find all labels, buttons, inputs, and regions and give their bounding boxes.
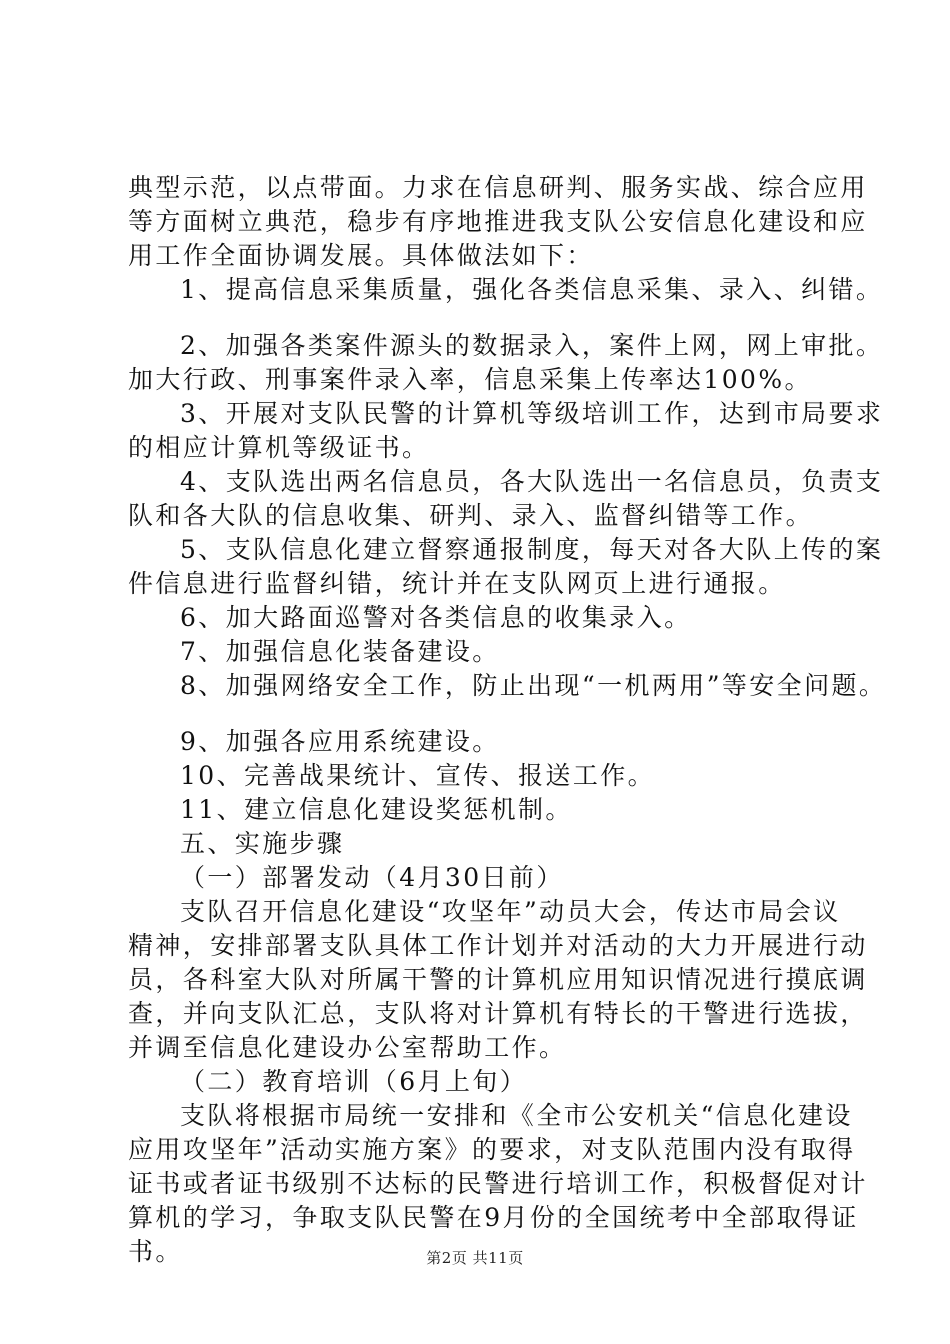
- section-heading: 五、实施步骤: [180, 829, 345, 858]
- subsection-heading: （一）部署发动（4月30日前）: [180, 863, 564, 892]
- list-item: 6、加大路面巡警对各类信息的收集录入。: [180, 603, 692, 632]
- list-item: 11、建立信息化建设奖惩机制。: [180, 795, 573, 824]
- text-line: 等方面树立典范，稳步有序地推进我支队公安信息化建设和应: [128, 207, 868, 236]
- text-line: 员，各科室大队对所属干警的计算机应用知识情况进行摸底调: [128, 965, 868, 994]
- list-item: 1、提高信息采集质量，强化各类信息采集、录入、纠错。: [180, 275, 884, 304]
- text-line: 精神，安排部署支队具体工作计划并对活动的大力开展进行动: [128, 931, 868, 960]
- text-line: 加大行政、刑事案件录入率，信息采集上传率达100%。: [128, 365, 812, 394]
- text-line: 用工作全面协调发展。具体做法如下：: [128, 241, 594, 270]
- page-number-footer: 第2页 共11页: [426, 1249, 524, 1267]
- list-item: 5、支队信息化建立督察通报制度，每天对各大队上传的案: [180, 535, 884, 564]
- list-item: 9、加强各应用系统建设。: [180, 727, 500, 756]
- list-item: 3、开展对支队民警的计算机等级培训工作，达到市局要求: [180, 399, 884, 428]
- text-line: 队和各大队的信息收集、研判、录入、监督纠错等工作。: [128, 501, 814, 530]
- text-line: 支队召开信息化建设“攻坚年”动员大会，传达市局会议: [180, 897, 841, 926]
- list-item: 10、完善战果统计、宣传、报送工作。: [180, 761, 656, 790]
- text-line: 并调至信息化建设办公室帮助工作。: [128, 1033, 567, 1062]
- text-line: 应用攻坚年”活动实施方案》的要求，对支队范围内没有取得: [128, 1135, 856, 1164]
- text-line: 证书或者证书级别不达标的民警进行培训工作，积极督促对计: [128, 1169, 868, 1198]
- text-line: 算机的学习，争取支队民警在9月份的全国统考中全部取得证: [128, 1203, 859, 1232]
- list-item: 4、支队选出两名信息员，各大队选出一名信息员，负责支: [180, 467, 884, 496]
- text-line: 书。: [128, 1237, 183, 1266]
- list-item: 8、加强网络安全工作，防止出现“一机两用”等安全问题。: [180, 671, 887, 700]
- list-item: 2、加强各类案件源头的数据录入，案件上网，网上审批。: [180, 331, 884, 360]
- text-line: 典型示范，以点带面。力求在信息研判、服务实战、综合应用: [128, 173, 868, 202]
- text-line: 支队将根据市局统一安排和《全市公安机关“信息化建设: [180, 1101, 853, 1130]
- text-line: 查，并向支队汇总，支队将对计算机有特长的干警进行选拔，: [128, 999, 868, 1028]
- subsection-heading: （二）教育培训（6月上旬）: [180, 1067, 528, 1096]
- list-item: 7、加强信息化装备建设。: [180, 637, 500, 666]
- text-line: 件信息进行监督纠错，统计并在支队网页上进行通报。: [128, 569, 786, 598]
- text-line: 的相应计算机等级证书。: [128, 433, 430, 462]
